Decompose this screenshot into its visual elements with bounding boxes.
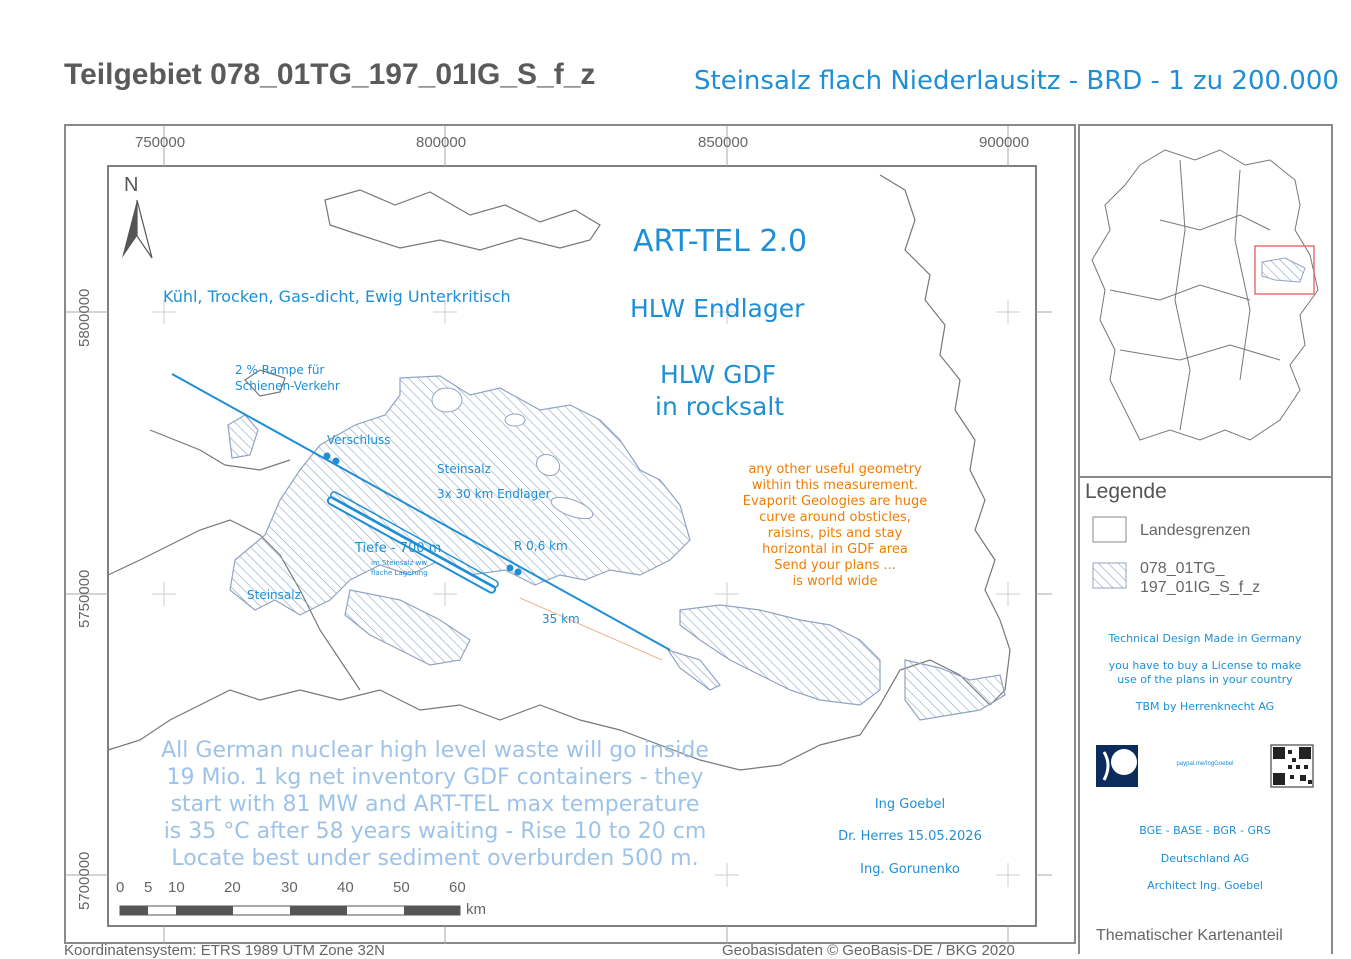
legend-item-area-a: 078_01TG_ [1140,560,1225,577]
grid-x-label: 850000 [698,134,749,151]
scale-tick: 50 [393,879,410,896]
grid-x-label: 800000 [416,134,467,151]
closure-label: Verschluss [327,433,391,447]
page-title: Teilgebiet 078_01TG_197_01IG_S_f_z [64,58,596,91]
footer-crs: Koordinatensystem: ETRS 1989 UTM Zone 32N [64,942,385,959]
page-subtitle: Steinsalz flach Niederlausitz - BRD - 1 zu 200.000 [694,66,1339,96]
map-main-title: ART-TEL 2.0 [633,224,808,259]
scale-tick: 5 [144,879,153,896]
grid-y-label: 5800000 [76,288,93,347]
legend-item-area-b: 197_01IG_S_f_z [1140,579,1261,596]
ramp-label-2: Schienen-Verkehr [235,379,340,393]
waste-note: All German nuclear high level waste will go inside 19 Mio. 1 kg net inventory GDF containers - they start with 81 MW and ART-TEL max temperature is 35 °C after 58 years waiting - Rise 10 to 20 cm Locate best under sediment overburden 500 m. [161,738,709,871]
legend-item-borders: Landesgrenzen [1140,522,1251,539]
scale-tick: 60 [449,879,466,896]
depth-label: Tiefe - 700 m [355,541,442,556]
salt-label-top: Steinsalz [437,462,491,476]
scale-bar [120,906,460,915]
scale-tick: 20 [224,879,241,896]
info-license-a: you have to buy a License to make [1108,659,1302,672]
map-line2: HLW Endlager [630,294,805,323]
thematic-note: Thematischer Kartenanteil [1096,927,1283,944]
scale-tick: 10 [168,879,185,896]
grid-x-label: 900000 [979,134,1030,151]
signature-3: Ing. Gorunenko [860,862,960,877]
grid-x-label: 750000 [135,134,186,151]
depth-note-1: im Steinsalz ww [371,559,428,567]
signature-1: Ing Goebel [874,797,946,812]
repository-label: 3x 30 km Endlager [437,487,551,501]
info-deutschland: Deutschland AG [1160,852,1250,865]
signature-2: Dr. Herres 15.05.2026 [838,829,982,844]
salt-label-left: Steinsalz [247,588,301,602]
ramp-label-1: 2 % Rampe für [235,363,325,377]
info-tbm: TBM by Herrenknecht AG [1135,700,1275,713]
info-orgs: BGE - BASE - BGR - GRS [1139,824,1271,837]
grid-y-label: 5700000 [76,851,93,910]
info-license-b: use of the plans in your country [1117,673,1293,686]
footer-source: Geobasisdaten © GeoBasis-DE / BKG 2020 [722,942,1015,959]
legend-divider [1078,476,1333,478]
radius-label: R 0,6 km [514,539,568,553]
north-label: N [124,174,139,196]
scale-tick: 30 [281,879,298,896]
scale-tick: 0 [116,879,125,896]
info-architect: Architect Ing. Goebel [1147,879,1263,892]
length-label: 35 km [542,612,580,626]
scale-tick: 40 [337,879,354,896]
slogan: Kühl, Trocken, Gas-dicht, Ewig Unterkritisch [163,287,511,306]
scale-unit: km [466,901,486,918]
legend-title: Legende [1085,480,1167,503]
info-design: Technical Design Made in Germany [1108,632,1302,645]
orange-note: any other useful geometry within this measurement. Evaporit Geologies are huge curve around obsticles, raisins, pits and stay horizontal in GDF area Send your plans ... is world wide [742,462,928,589]
north-arrow-icon [122,200,152,258]
map-line3a: HLW GDF [660,360,777,389]
grid-y-label: 5750000 [76,569,93,628]
paypal-link[interactable]: paypal.me/IngGoebel [1176,761,1234,767]
depth-note-2: flache Lagerung [371,569,428,577]
map-line3b: in rocksalt [655,392,785,421]
